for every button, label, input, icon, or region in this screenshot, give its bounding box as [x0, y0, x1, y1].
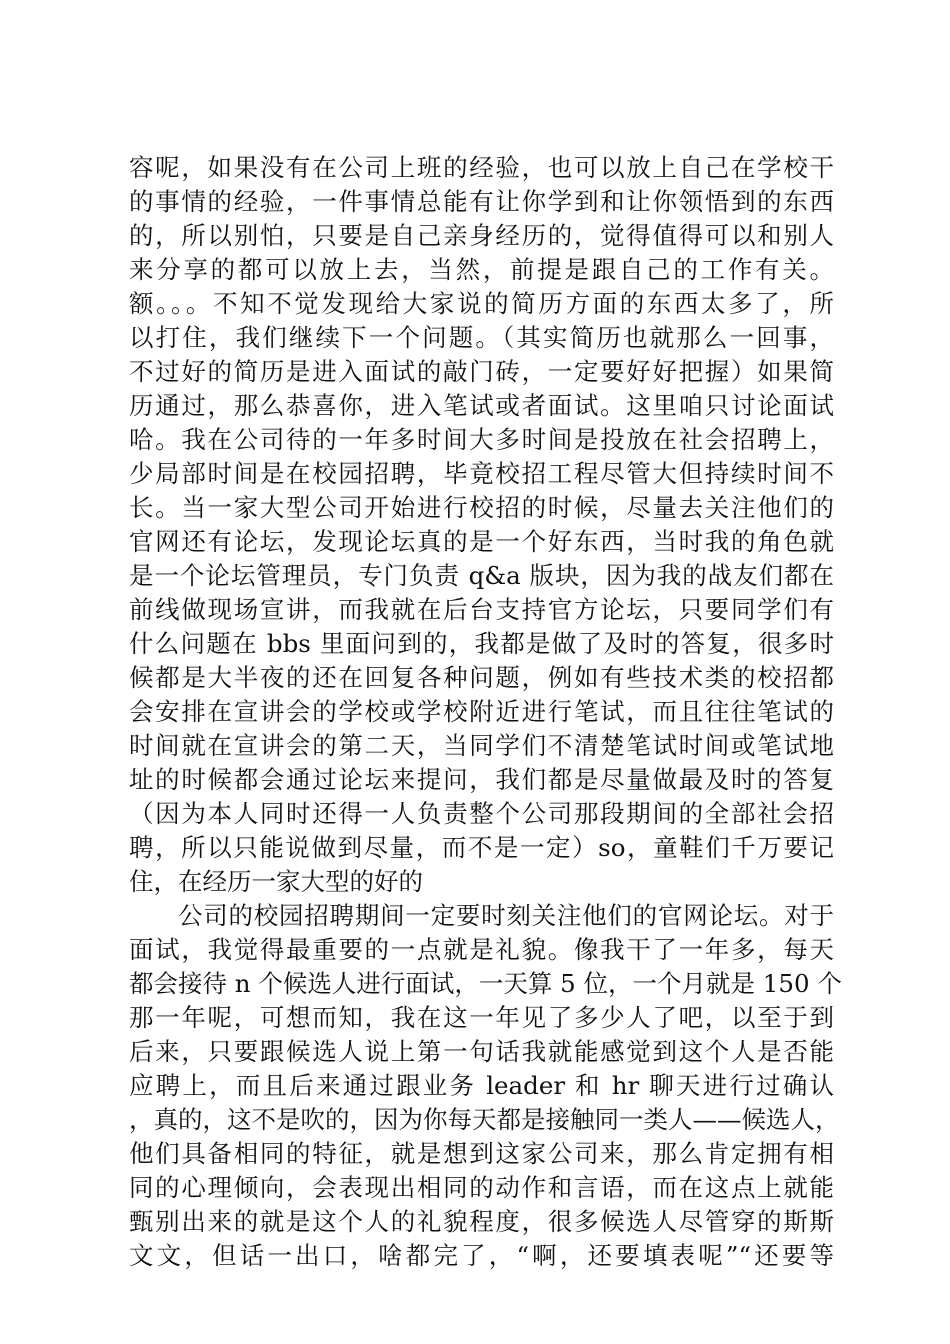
text-line: 的，所以别怕，只要是自己亲身经历的，觉得值得可以和别人: [129, 221, 834, 250]
text-line: 住，在经历一家大型的好的: [129, 867, 423, 896]
text-line: 额。。。不知不觉发现给大家说的简历方面的东西太多了，所: [129, 289, 834, 318]
body-text: [129, 151, 842, 1273]
text-line: 容呢，如果没有在公司上班的经验，也可以放上自己在学校干: [129, 153, 834, 182]
text-line: 址的时候都会通过论坛来提问，我们都是尽量做最及时的答复: [129, 765, 834, 794]
text-line: 少局部时间是在校园招聘，毕竟校招工程尽管大但持续时间不: [129, 459, 834, 488]
text-line: 是一个论坛管理员，专门负责 q&a 版块，因为我的战友们都在: [129, 561, 834, 590]
text-line: 不过好的简历是进入面试的敲门砖，一定要好好把握）如果简: [129, 357, 834, 386]
text-line: 会安排在宣讲会的学校或学校附近进行笔试，而且往往笔试的: [129, 697, 834, 726]
text-line: 哈。我在公司待的一年多时间大多时间是投放在社会招聘上，: [129, 425, 834, 454]
text-line: 应聘上，而且后来通过跟业务 leader 和 hr 聊天进行过确认: [129, 1071, 834, 1100]
text-line: ，真的，这不是吹的，因为你每天都是接触同一类人——候选人，: [129, 1105, 840, 1134]
text-line: （因为本人同时还得一人负责整个公司那段期间的全部社会招: [129, 799, 834, 828]
paragraph-first-line: 公司的校园招聘期间一定要时刻关注他们的官网论坛。对于: [178, 901, 834, 930]
text-line: 什么问题在 bbs 里面问到的，我都是做了及时的答复，很多时: [129, 629, 834, 658]
text-line: 面试，我觉得最重要的一点就是礼貌。像我干了一年多，每天: [129, 935, 834, 964]
text-line: 他们具备相同的特征，就是想到这家公司来，那么肯定拥有相: [129, 1139, 834, 1168]
text-line: 历通过，那么恭喜你，进入笔试或者面试。这里咱只讨论面试: [129, 391, 834, 420]
text-line: 时间就在宣讲会的第二天，当同学们不清楚笔试时间或笔试地: [129, 731, 834, 760]
text-line: 文文，但话一出口，啥都完了，“啊，还要填表呢”“还要等: [129, 1241, 834, 1270]
text-line: 甄别出来的就是这个人的礼貌程度，很多候选人尽管穿的斯斯: [129, 1207, 834, 1236]
text-line: 都会接待 n 个候选人进行面试，一天算 5 位，一个月就是 150 个: [129, 969, 842, 998]
text-line: 那一年呢，可想而知，我在这一年见了多少人了吧，以至于到: [129, 1003, 834, 1032]
text-line: 同的心理倾向，会表现出相同的动作和言语，而在这点上就能: [129, 1173, 834, 1202]
text-line: 候都是大半夜的还在回复各种问题，例如有些技术类的校招都: [129, 663, 834, 692]
text-line: 前线做现场宣讲，而我就在后台支持官方论坛，只要同学们有: [129, 595, 834, 624]
text-line: 长。当一家大型公司开始进行校招的时候，尽量去关注他们的: [129, 493, 834, 522]
text-line: 的事情的经验，一件事情总能有让你学到和让你领悟到的东西: [129, 187, 834, 216]
text-line: 来分享的都可以放上去，当然，前提是跟自己的工作有关。: [129, 255, 834, 284]
text-line: 后来，只要跟候选人说上第一句话我就能感觉到这个人是否能: [129, 1037, 834, 1066]
text-line: 以打住，我们继续下一个问题。（其实简历也就那么一回事，: [129, 323, 834, 352]
text-line: 聘，所以只能说做到尽量，而不是一定）so，童鞋们千万要记: [129, 833, 834, 862]
text-line: 官网还有论坛，发现论坛真的是一个好东西，当时我的角色就: [129, 527, 834, 556]
